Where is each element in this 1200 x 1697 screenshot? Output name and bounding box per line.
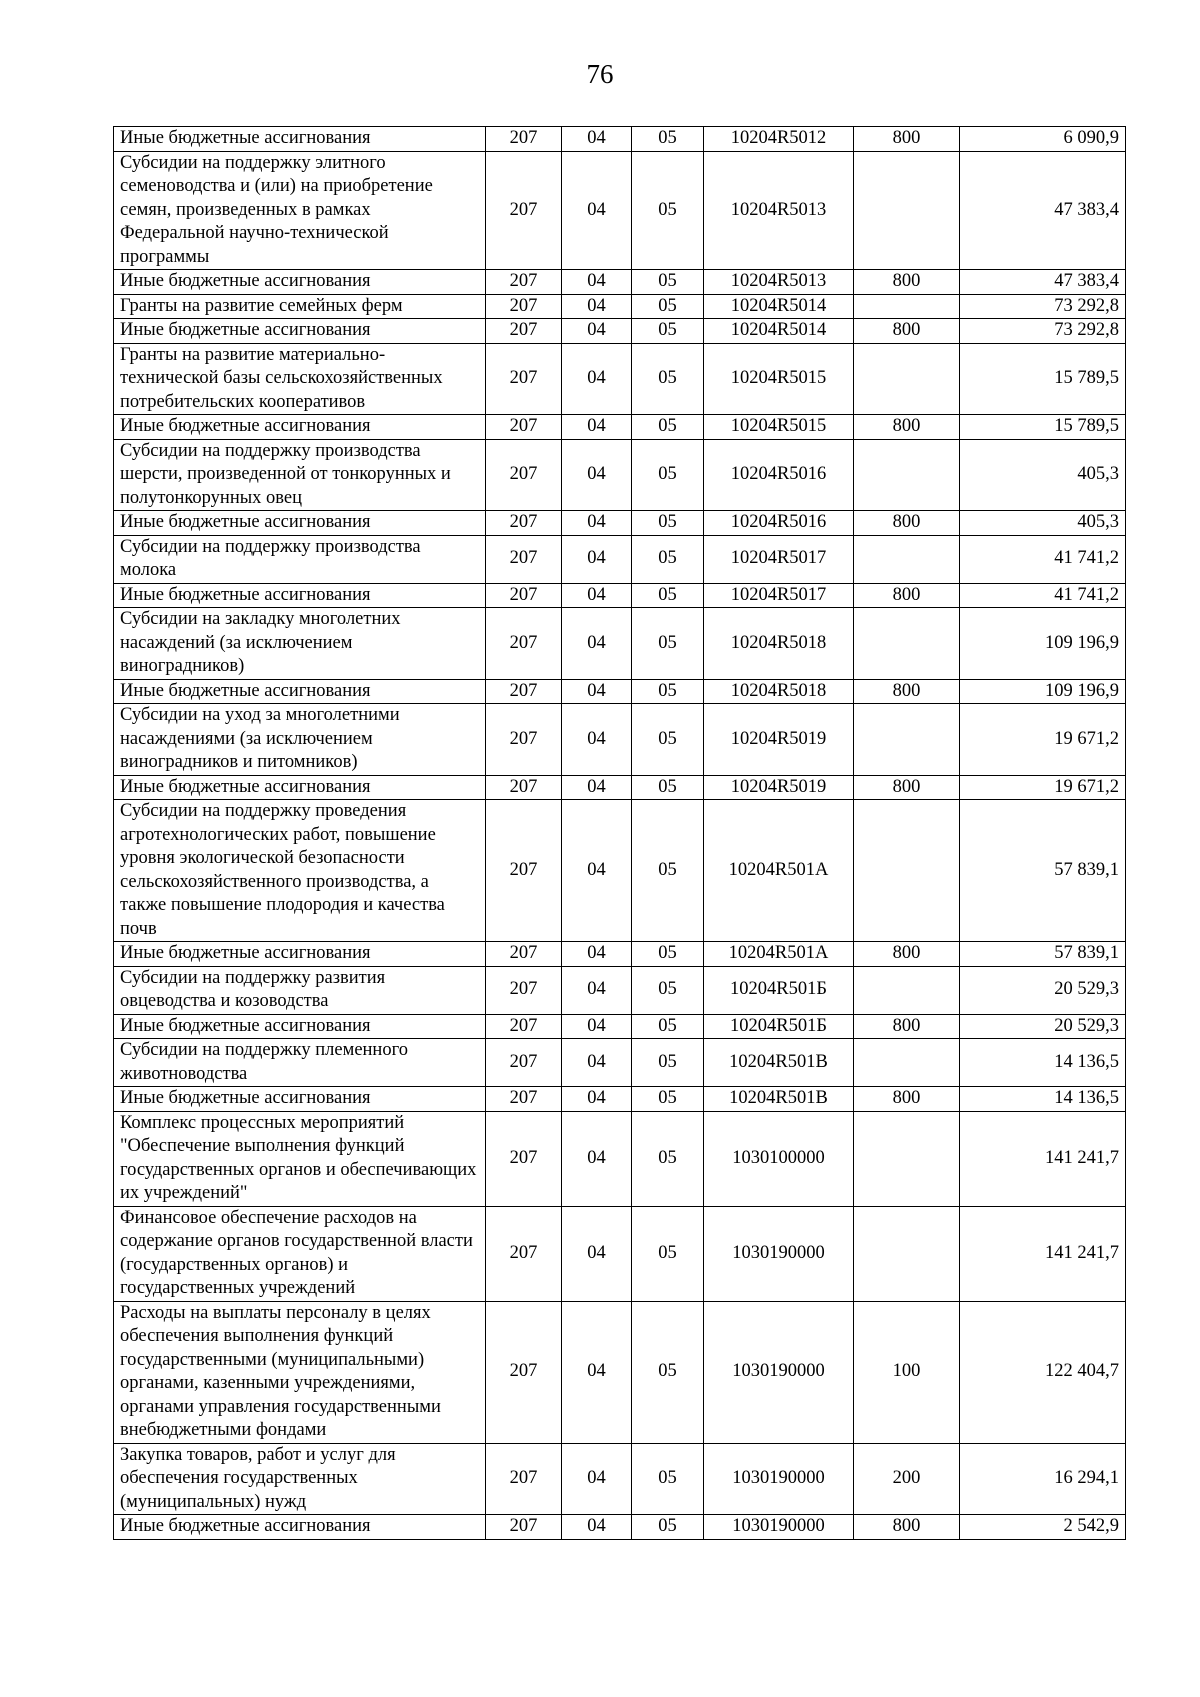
ministry-code: 207 — [486, 1206, 562, 1301]
table-row — [114, 319, 1126, 344]
ministry-code: 207 — [486, 343, 562, 415]
row-title: Иные бюджетные ассигнования — [114, 415, 486, 440]
section-code: 04 — [562, 583, 632, 608]
section-code: 04 — [562, 1206, 632, 1301]
subsection-code: 05 — [632, 704, 704, 776]
ministry-code: 207 — [486, 319, 562, 344]
row-title: Субсидии на поддержку производства шерсти, произведенной от тонкорунных и полутонкорунных овец — [114, 439, 486, 511]
section-code: 04 — [562, 1039, 632, 1087]
row-amount: 6 090,9 — [960, 127, 1126, 152]
subsection-code: 05 — [632, 966, 704, 1014]
row-title: Иные бюджетные ассигнования — [114, 679, 486, 704]
row-title: Комплекс процессных мероприятий "Обеспечение выполнения функций государственных органов и обеспечивающих их учреждений" — [114, 1111, 486, 1206]
row-title: Иные бюджетные ассигнования — [114, 583, 486, 608]
ministry-code: 207 — [486, 1014, 562, 1039]
row-title: Иные бюджетные ассигнования — [114, 1087, 486, 1112]
row-title: Гранты на развитие семейных ферм — [114, 294, 486, 319]
table-row — [114, 800, 1126, 942]
section-code: 04 — [562, 1111, 632, 1206]
expense-type-code: 200 — [854, 1443, 960, 1515]
row-title: Субсидии на поддержку производства молока — [114, 535, 486, 583]
section-code: 04 — [562, 1301, 632, 1443]
table-row — [114, 942, 1126, 967]
subsection-code: 05 — [632, 343, 704, 415]
section-code: 04 — [562, 679, 632, 704]
section-code: 04 — [562, 1443, 632, 1515]
expense-type-code — [854, 439, 960, 511]
expense-type-code — [854, 1111, 960, 1206]
ministry-code: 207 — [486, 583, 562, 608]
target-article-code: 10204R5019 — [704, 775, 854, 800]
table-row — [114, 343, 1126, 415]
target-article-code: 10204R501Б — [704, 966, 854, 1014]
expense-type-code: 100 — [854, 1301, 960, 1443]
ministry-code: 207 — [486, 1111, 562, 1206]
ministry-code: 207 — [486, 1039, 562, 1087]
row-amount: 19 671,2 — [960, 775, 1126, 800]
expense-type-code — [854, 608, 960, 680]
expense-type-code — [854, 966, 960, 1014]
target-article-code: 1030190000 — [704, 1206, 854, 1301]
row-title: Субсидии на поддержку элитного семеноводства и (или) на приобретение семян, произведенных в рамках Федеральной научно-технической программы — [114, 151, 486, 270]
expense-type-code: 800 — [854, 270, 960, 295]
ministry-code: 207 — [486, 511, 562, 536]
target-article-code: 10204R5015 — [704, 415, 854, 440]
expense-type-code: 800 — [854, 127, 960, 152]
table-row — [114, 1087, 1126, 1112]
section-code: 04 — [562, 1014, 632, 1039]
row-title: Иные бюджетные ассигнования — [114, 775, 486, 800]
expense-type-code: 800 — [854, 415, 960, 440]
row-amount: 405,3 — [960, 511, 1126, 536]
section-code: 04 — [562, 704, 632, 776]
target-article-code: 10204R5019 — [704, 704, 854, 776]
expense-type-code — [854, 535, 960, 583]
target-article-code: 10204R5013 — [704, 151, 854, 270]
row-amount: 73 292,8 — [960, 294, 1126, 319]
target-article-code: 10204R501В — [704, 1039, 854, 1087]
expense-type-code: 800 — [854, 942, 960, 967]
row-amount: 41 741,2 — [960, 535, 1126, 583]
target-article-code: 10204R5018 — [704, 608, 854, 680]
row-amount: 47 383,4 — [960, 151, 1126, 270]
subsection-code: 05 — [632, 1111, 704, 1206]
table-row — [114, 1515, 1126, 1540]
row-title: Иные бюджетные ассигнования — [114, 1014, 486, 1039]
ministry-code: 207 — [486, 1443, 562, 1515]
expense-type-code: 800 — [854, 511, 960, 536]
expense-type-code: 800 — [854, 1014, 960, 1039]
row-amount: 41 741,2 — [960, 583, 1126, 608]
section-code: 04 — [562, 127, 632, 152]
subsection-code: 05 — [632, 775, 704, 800]
row-amount: 405,3 — [960, 439, 1126, 511]
subsection-code: 05 — [632, 583, 704, 608]
table-row — [114, 1014, 1126, 1039]
target-article-code: 10204R501В — [704, 1087, 854, 1112]
ministry-code: 207 — [486, 151, 562, 270]
target-article-code: 10204R5017 — [704, 535, 854, 583]
subsection-code: 05 — [632, 679, 704, 704]
ministry-code: 207 — [486, 942, 562, 967]
target-article-code: 10204R5015 — [704, 343, 854, 415]
expense-type-code — [854, 1039, 960, 1087]
table-body — [114, 127, 1126, 1540]
subsection-code: 05 — [632, 800, 704, 942]
subsection-code: 05 — [632, 1014, 704, 1039]
table-row — [114, 270, 1126, 295]
expense-type-code: 800 — [854, 1515, 960, 1540]
subsection-code: 05 — [632, 942, 704, 967]
table-row — [114, 583, 1126, 608]
expense-type-code: 800 — [854, 319, 960, 344]
row-title: Субсидии на поддержку развития овцеводства и козоводства — [114, 966, 486, 1014]
expense-type-code: 800 — [854, 1087, 960, 1112]
ministry-code: 207 — [486, 1087, 562, 1112]
ministry-code: 207 — [486, 1301, 562, 1443]
subsection-code: 05 — [632, 1515, 704, 1540]
table-row — [114, 679, 1126, 704]
budget-table — [113, 126, 1126, 1540]
row-title: Иные бюджетные ассигнования — [114, 942, 486, 967]
subsection-code: 05 — [632, 270, 704, 295]
target-article-code: 1030190000 — [704, 1301, 854, 1443]
row-amount: 20 529,3 — [960, 966, 1126, 1014]
target-article-code: 10204R501Б — [704, 1014, 854, 1039]
table-row — [114, 127, 1126, 152]
row-amount: 2 542,9 — [960, 1515, 1126, 1540]
row-amount: 14 136,5 — [960, 1039, 1126, 1087]
target-article-code: 10204R5012 — [704, 127, 854, 152]
expense-type-code — [854, 704, 960, 776]
target-article-code: 10204R5018 — [704, 679, 854, 704]
row-amount: 122 404,7 — [960, 1301, 1126, 1443]
ministry-code: 207 — [486, 127, 562, 152]
target-article-code: 1030100000 — [704, 1111, 854, 1206]
section-code: 04 — [562, 151, 632, 270]
row-title: Иные бюджетные ассигнования — [114, 511, 486, 536]
target-article-code: 10204R5016 — [704, 511, 854, 536]
subsection-code: 05 — [632, 1087, 704, 1112]
table-row — [114, 415, 1126, 440]
table-row — [114, 1443, 1126, 1515]
section-code: 04 — [562, 270, 632, 295]
subsection-code: 05 — [632, 1443, 704, 1515]
row-amount: 109 196,9 — [960, 679, 1126, 704]
table-row — [114, 535, 1126, 583]
target-article-code: 10204R5017 — [704, 583, 854, 608]
section-code: 04 — [562, 775, 632, 800]
table-row — [114, 1111, 1126, 1206]
section-code: 04 — [562, 535, 632, 583]
table-row — [114, 966, 1126, 1014]
subsection-code: 05 — [632, 1206, 704, 1301]
ministry-code: 207 — [486, 966, 562, 1014]
row-amount: 20 529,3 — [960, 1014, 1126, 1039]
row-amount: 15 789,5 — [960, 343, 1126, 415]
expense-type-code: 800 — [854, 679, 960, 704]
row-amount: 73 292,8 — [960, 319, 1126, 344]
target-article-code: 10204R5013 — [704, 270, 854, 295]
expense-type-code: 800 — [854, 775, 960, 800]
section-code: 04 — [562, 1515, 632, 1540]
row-amount: 141 241,7 — [960, 1206, 1126, 1301]
table-row — [114, 294, 1126, 319]
table-row — [114, 1301, 1126, 1443]
table-row — [114, 511, 1126, 536]
subsection-code: 05 — [632, 294, 704, 319]
row-title: Субсидии на уход за многолетними насаждениями (за исключением виноградников и питомников) — [114, 704, 486, 776]
subsection-code: 05 — [632, 1039, 704, 1087]
ministry-code: 207 — [486, 439, 562, 511]
ministry-code: 207 — [486, 270, 562, 295]
expense-type-code — [854, 294, 960, 319]
row-title: Иные бюджетные ассигнования — [114, 270, 486, 295]
expense-type-code: 800 — [854, 583, 960, 608]
target-article-code: 1030190000 — [704, 1515, 854, 1540]
row-title: Иные бюджетные ассигнования — [114, 319, 486, 344]
ministry-code: 207 — [486, 608, 562, 680]
ministry-code: 207 — [486, 1515, 562, 1540]
subsection-code: 05 — [632, 151, 704, 270]
expense-type-code — [854, 343, 960, 415]
table-row — [114, 1206, 1126, 1301]
expense-type-code — [854, 800, 960, 942]
row-amount: 57 839,1 — [960, 800, 1126, 942]
section-code: 04 — [562, 319, 632, 344]
ministry-code: 207 — [486, 775, 562, 800]
ministry-code: 207 — [486, 704, 562, 776]
subsection-code: 05 — [632, 415, 704, 440]
page-number: 76 — [586, 59, 614, 89]
target-article-code: 1030190000 — [704, 1443, 854, 1515]
table-row — [114, 608, 1126, 680]
section-code: 04 — [562, 942, 632, 967]
section-code: 04 — [562, 415, 632, 440]
row-amount: 14 136,5 — [960, 1087, 1126, 1112]
subsection-code: 05 — [632, 608, 704, 680]
subsection-code: 05 — [632, 439, 704, 511]
target-article-code: 10204R5014 — [704, 294, 854, 319]
row-amount: 57 839,1 — [960, 942, 1126, 967]
target-article-code: 10204R501A — [704, 800, 854, 942]
section-code: 04 — [562, 294, 632, 319]
subsection-code: 05 — [632, 1301, 704, 1443]
row-amount: 16 294,1 — [960, 1443, 1126, 1515]
row-title: Расходы на выплаты персоналу в целях обеспечения выполнения функций государственными (муниципальными) органами, казенными учреждениями, органами управления государственными внебюджетными фондами — [114, 1301, 486, 1443]
row-title: Закупка товаров, работ и услуг для обеспечения государственных (муниципальных) нужд — [114, 1443, 486, 1515]
subsection-code: 05 — [632, 511, 704, 536]
table-row — [114, 151, 1126, 270]
row-title: Субсидии на поддержку племенного животноводства — [114, 1039, 486, 1087]
row-amount: 15 789,5 — [960, 415, 1126, 440]
section-code: 04 — [562, 343, 632, 415]
row-title: Финансовое обеспечение расходов на содержание органов государственной власти (государственных органов) и государственных учреждений — [114, 1206, 486, 1301]
section-code: 04 — [562, 800, 632, 942]
target-article-code: 10204R501A — [704, 942, 854, 967]
section-code: 04 — [562, 966, 632, 1014]
table-row — [114, 775, 1126, 800]
row-amount: 47 383,4 — [960, 270, 1126, 295]
section-code: 04 — [562, 439, 632, 511]
expense-type-code — [854, 1206, 960, 1301]
ministry-code: 207 — [486, 535, 562, 583]
table-row — [114, 704, 1126, 776]
ministry-code: 207 — [486, 415, 562, 440]
subsection-code: 05 — [632, 535, 704, 583]
ministry-code: 207 — [486, 800, 562, 942]
section-code: 04 — [562, 608, 632, 680]
section-code: 04 — [562, 511, 632, 536]
row-title: Субсидии на закладку многолетних насаждений (за исключением виноградников) — [114, 608, 486, 680]
subsection-code: 05 — [632, 127, 704, 152]
row-title: Гранты на развитие материально-технической базы сельскохозяйственных потребительских кооперативов — [114, 343, 486, 415]
table-row — [114, 1039, 1126, 1087]
row-title: Субсидии на поддержку проведения агротехнологических работ, повышение уровня экологической безопасности сельскохозяйственного производства, а также повышение плодородия и качества почв — [114, 800, 486, 942]
ministry-code: 207 — [486, 679, 562, 704]
section-code: 04 — [562, 1087, 632, 1112]
row-title: Иные бюджетные ассигнования — [114, 127, 486, 152]
row-amount: 141 241,7 — [960, 1111, 1126, 1206]
row-amount: 19 671,2 — [960, 704, 1126, 776]
row-title: Иные бюджетные ассигнования — [114, 1515, 486, 1540]
target-article-code: 10204R5016 — [704, 439, 854, 511]
table-row — [114, 439, 1126, 511]
row-amount: 109 196,9 — [960, 608, 1126, 680]
ministry-code: 207 — [486, 294, 562, 319]
subsection-code: 05 — [632, 319, 704, 344]
target-article-code: 10204R5014 — [704, 319, 854, 344]
expense-type-code — [854, 151, 960, 270]
